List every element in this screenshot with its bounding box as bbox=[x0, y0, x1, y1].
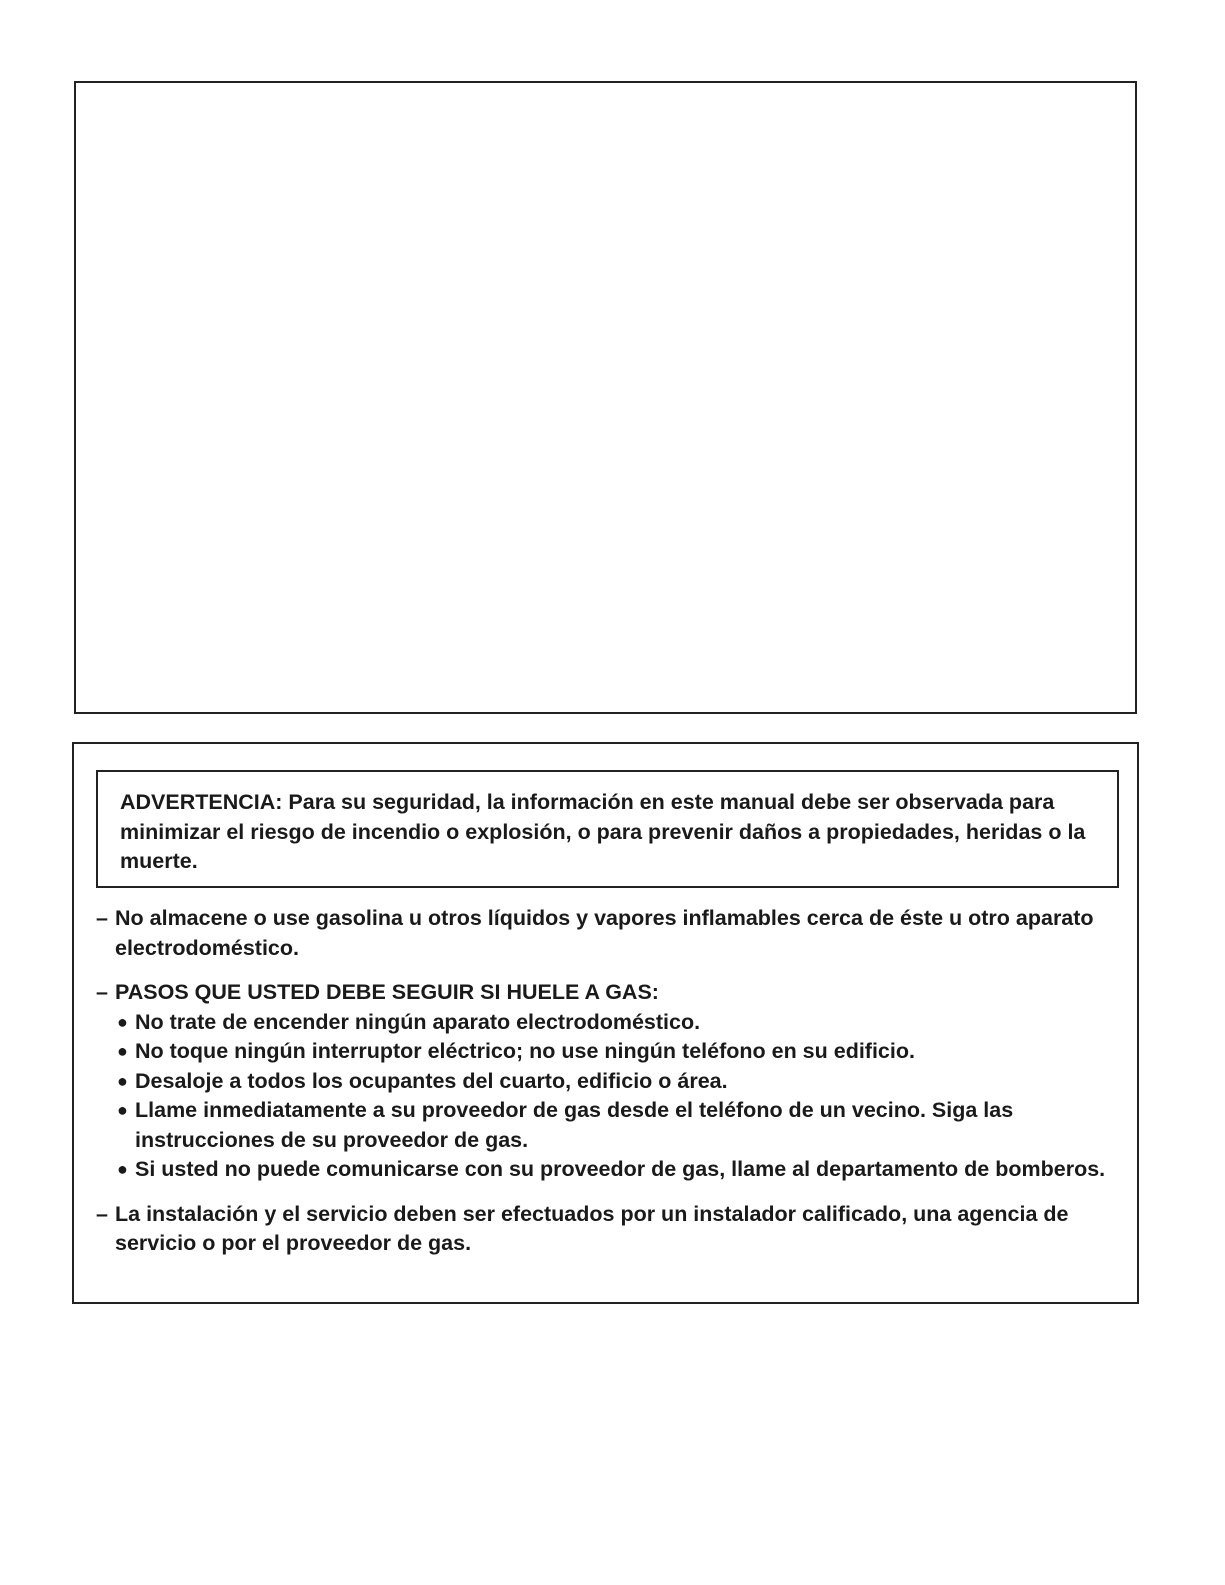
warning-list bbox=[96, 904, 1126, 1259]
warning-item-gas-steps bbox=[96, 978, 1126, 1008]
list-item-text: No toque ningún interruptor eléctrico; no use ningún teléfono en su edificio. bbox=[135, 1039, 915, 1063]
warning-item-text: PASOS QUE USTED DEBE SEGUIR SI HUELE A GAS: bbox=[115, 980, 659, 1004]
dash-marker: – bbox=[96, 1201, 108, 1226]
warning-item-installation bbox=[96, 1200, 1126, 1259]
bullet-icon: ● bbox=[117, 1041, 128, 1061]
list-item bbox=[96, 1155, 1126, 1185]
dash-marker: – bbox=[96, 980, 108, 1004]
bullet-icon: ● bbox=[117, 1011, 128, 1032]
safety-warning-panel bbox=[72, 742, 1139, 1304]
list-item bbox=[96, 1096, 1126, 1155]
empty-frame bbox=[74, 81, 1137, 714]
advertencia-box bbox=[96, 770, 1119, 888]
warning-item-text: No almacene o use gasolina u otros líquidos y vapores inflamables cerca de éste u otro aparato electrodoméstico. bbox=[115, 906, 1094, 960]
list-item-text: Llame inmediatamente a su proveedor de gas desde el teléfono de un vecino. Siga las instrucciones de su proveedor de gas. bbox=[135, 1098, 1014, 1152]
bullet-icon: ● bbox=[117, 1070, 128, 1091]
list-item-text: No trate de encender ningún aparato electrodoméstico. bbox=[135, 1009, 701, 1034]
bullet-icon: ● bbox=[117, 1159, 128, 1179]
warning-item-text: La instalación y el servicio deben ser efectuados por un instalador calificado, una agencia de servicio o por el proveedor de gas. bbox=[115, 1201, 1069, 1255]
list-item-text: Si usted no puede comunicarse con su proveedor de gas, llame al departamento de bomberos. bbox=[135, 1157, 1106, 1181]
advertencia-text: ADVERTENCIA: Para su seguridad, la información en este manual debe ser observada para minimizar el riesgo de incendio o explosión, o para prevenir daños a propiedades, heridas o la muerte. bbox=[120, 790, 1086, 873]
list-item bbox=[96, 1067, 1126, 1097]
list-item bbox=[96, 1037, 1126, 1067]
gas-steps-list bbox=[96, 1008, 1126, 1185]
bullet-icon: ● bbox=[117, 1100, 128, 1120]
list-item-text: Desaloje a todos los ocupantes del cuarto, edificio o área. bbox=[135, 1068, 728, 1093]
dash-marker: – bbox=[96, 906, 108, 930]
warning-item-storage bbox=[96, 904, 1126, 963]
list-item bbox=[96, 1008, 1126, 1038]
